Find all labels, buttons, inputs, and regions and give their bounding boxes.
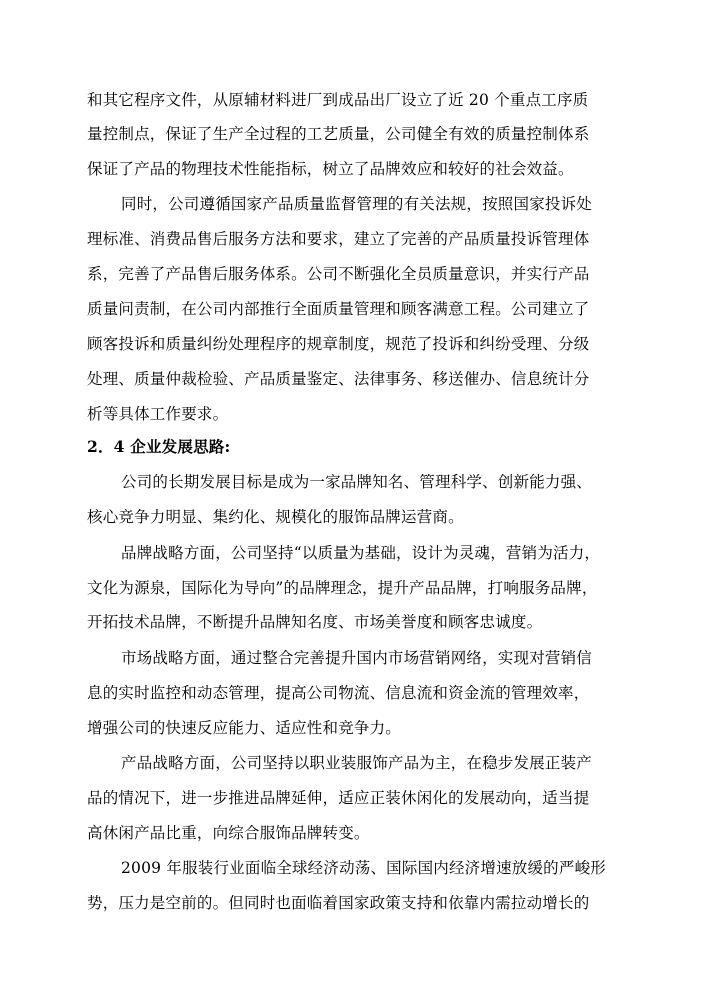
text-line: 高休闲产品比重，向综合服饰品牌转变。 (87, 824, 370, 842)
text-line: 文化为源泉，国际化为导向”的品牌理念，提升产品品牌，打响服务品牌， (87, 579, 598, 597)
text-line: 品的情况下，进一步推进品牌延伸，适应正装休闲化的发展动向，适当提 (87, 789, 590, 807)
paragraph-first-line: 同时，公司遵循国家产品质量监督管理的有关法规，按照国家投诉处 (121, 195, 593, 213)
text-line: 增强公司的快速反应能力、适应性和竞争力。 (87, 719, 402, 737)
text-line: 保证了产品的物理技术性能指标，树立了品牌效应和较好的社会效益。 (87, 160, 574, 178)
text-line: 核心竞争力明显、集约化、规模化的服饰品牌运营商。 (87, 508, 464, 526)
text-line: 系，完善了产品售后服务体系。公司不断强化全员质量意识，并实行产品 (87, 265, 590, 283)
text-line: 析等具体工作要求。 (87, 405, 229, 423)
text-line: 量控制点，保证了生产全过程的工艺质量，公司健全有效的质量控制体系 (87, 125, 590, 143)
text-line: 和其它程序文件，从原辅材料进厂到成品出厂设立了近 20 个重点工序质 (87, 91, 589, 109)
paragraph-first-line: 市场战略方面，通过整合完善提升国内市场营销网络，实现对营销信 (121, 649, 593, 667)
paragraph-first-line: 2009 年服装行业面临全球经济动荡、国际国内经济增速放缓的严峻形 (121, 859, 606, 877)
text-line: 开拓技术品牌，不断提升品牌知名度、市场美誉度和顾客忠诚度。 (87, 613, 543, 631)
paragraph-first-line: 品牌战略方面，公司坚持“以质量为基础，设计为灵魂，营销为活力， (121, 544, 601, 562)
paragraph-first-line: 产品战略方面，公司坚持以职业装服饰产品为主，在稳步发展正装产 (121, 754, 593, 772)
text-line: 处理、质量仲裁检验、产品质量鉴定、法律事务、移送催办、信息统计分 (87, 370, 590, 388)
text-line: 息的实时监控和动态管理，提高公司物流、信息流和资金流的管理效率， (87, 684, 590, 702)
text-line: 质量问责制，在公司内部推行全面质量管理和顾客满意工程。公司建立了 (87, 300, 590, 318)
text-line: 理标准、消费品售后服务方法和要求，建立了完善的产品质量投诉管理体 (87, 230, 590, 248)
paragraph-first-line: 公司的长期发展目标是成为一家品牌知名、管理科学、创新能力强、 (121, 473, 593, 491)
text-line: 势，压力是空前的。但同时也面临着国家政策支持和依靠内需拉动增长的 (87, 894, 590, 912)
text-line: 顾客投诉和质量纠纷处理程序的规章制度，规范了投诉和纠纷受理、分级 (87, 335, 590, 353)
section-heading: 2．4 企业发展思路: (87, 437, 231, 456)
